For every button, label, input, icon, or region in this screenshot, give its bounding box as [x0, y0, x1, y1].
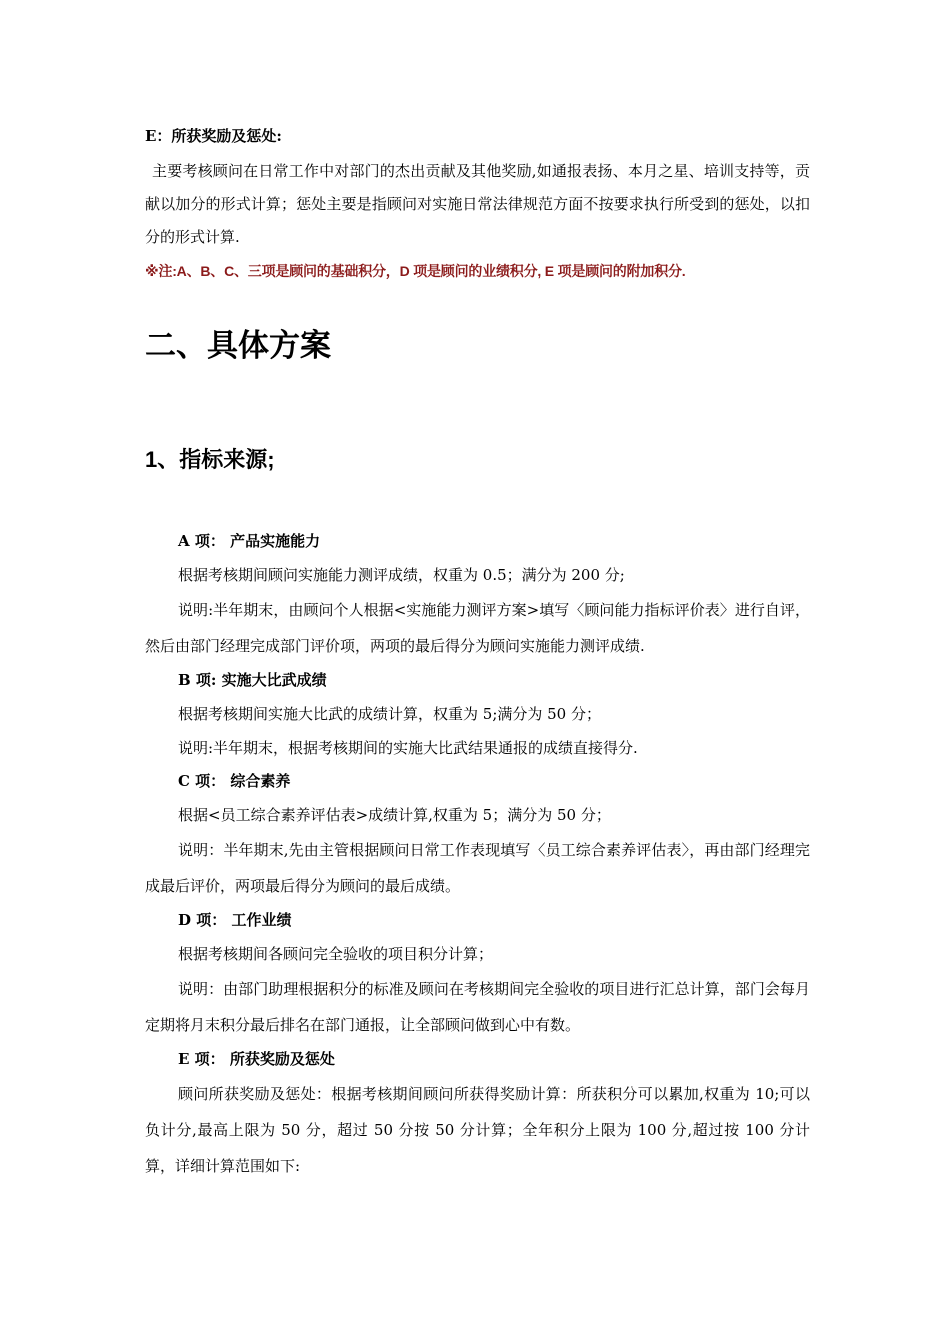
item-c-heading: C 项： 综合素养 — [178, 772, 291, 790]
item-e-explain: 顾问所获奖励及惩处：根据考核期间顾问所获得奖励计算：所获积分可以累加,权重为 10;可以负计分,最高上限为 50 分，超过 50 分按 50 分计算；全年积分上限为 100 分,超过按 100 分计算，详细计算范围如下: — [145, 1085, 810, 1175]
item-c — [145, 765, 810, 904]
item-d-explain: 说明：由部门助理根据积分的标准及顾问在考核期间完全验收的项目进行汇总计算，部门会每月定期将月末积分最后排名在部门通报，让全部顾问做到心中有数。 — [145, 980, 810, 1034]
item-c-rule: 根据<员工综合素养评估表>成绩计算,权重为 5；满分为 50 分； — [178, 806, 611, 824]
item-e-heading: E 项： 所获奖励及惩处 — [178, 1050, 335, 1068]
section-e-body: 主要考核顾问在日常工作中对部门的杰出贡献及其他奖励,如通报表扬、本月之星、培训支持等，贡献以加分的形式计算；惩处主要是指顾问对实施日常法律规范方面不按要求执行所受到的惩处，以扣分的形式计算. — [145, 162, 810, 246]
item-b — [145, 664, 810, 765]
item-e — [145, 1043, 810, 1184]
document-page — [145, 118, 810, 1184]
item-a-explain: 说明:半年期末，由顾问个人根据<实施能力测评方案>填写〈顾问能力指标评价表〉进行自评，然后由部门经理完成部门评价项，两项的最后得分为顾问实施能力测评成绩. — [145, 601, 810, 655]
subsection-title: 1、指标来源; — [145, 447, 275, 472]
item-a-rule: 根据考核期间顾问实施能力测评成绩，权重为 0.5；满分为 200 分; — [178, 566, 625, 584]
item-a — [145, 525, 810, 664]
item-c-explain: 说明：半年期末,先由主管根据顾问日常工作表现填写〈员工综合素养评估表〉，再由部门经理完成最后评价，两项最后得分为顾问的最后成绩。 — [145, 841, 810, 895]
item-a-heading: A 项： 产品实施能力 — [178, 532, 321, 550]
item-d-heading: D 项： 工作业绩 — [178, 911, 292, 929]
chapter-title: 二、具体方案 — [145, 328, 331, 364]
section-e-heading: E：所获奖励及惩处: — [145, 127, 282, 145]
item-b-rule: 根据考核期间实施大比武的成绩计算，权重为 5;满分为 50 分； — [178, 705, 601, 723]
item-d — [145, 904, 810, 1043]
item-d-rule: 根据考核期间各顾问完全验收的项目积分计算； — [178, 945, 494, 963]
item-b-explain: 说明:半年期末，根据考核期间的实施大比武结果通报的成绩直接得分. — [178, 739, 638, 757]
integral-note: ※注:A、B、C、三项是顾问的基础积分，D 项是顾问的业绩积分, E 项是顾问的附加积分. — [145, 263, 686, 279]
item-b-heading: B 项: 实施大比武成绩 — [178, 671, 327, 689]
